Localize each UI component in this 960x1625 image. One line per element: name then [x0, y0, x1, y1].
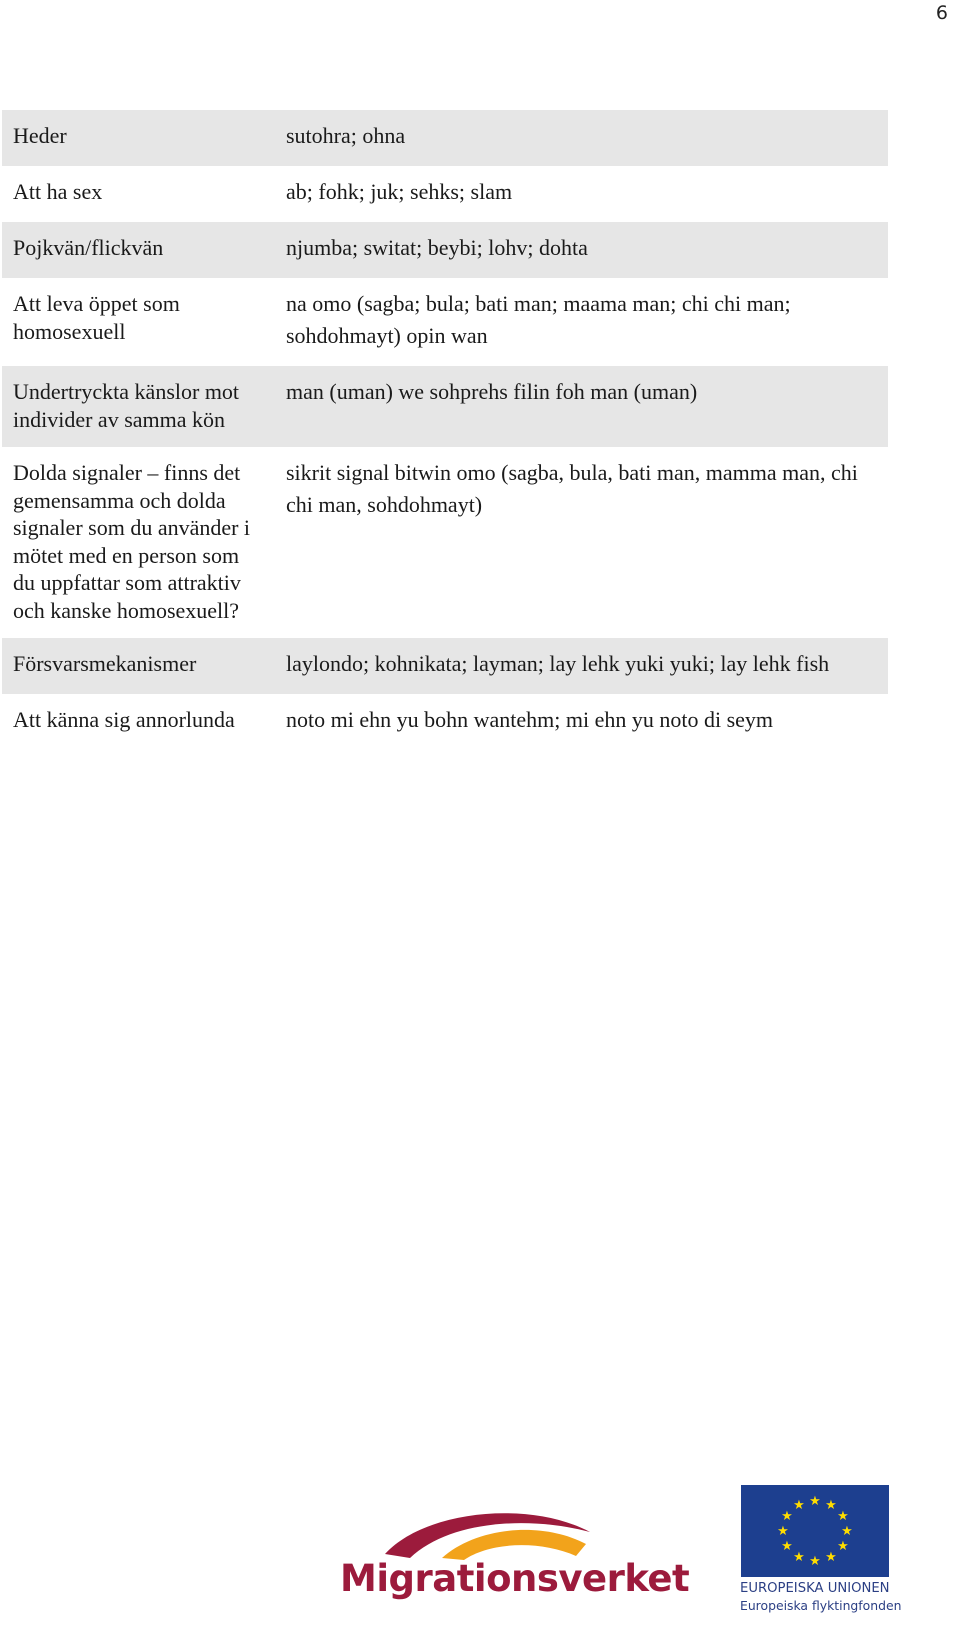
krio-translation: man (uman) we sohprehs filin foh man (uman) [286, 379, 698, 404]
table-row [2, 110, 888, 166]
krio-translation: sutohra; ohna [286, 123, 406, 148]
svg-text:★: ★ [777, 1524, 789, 1539]
swedish-term: Heder [13, 123, 67, 148]
svg-text:★: ★ [841, 1524, 853, 1539]
svg-text:★: ★ [809, 1494, 821, 1509]
svg-text:★: ★ [837, 1539, 849, 1554]
svg-text:★: ★ [809, 1554, 821, 1569]
swedish-term: Pojkvän/flickvän [13, 235, 164, 260]
table-row [2, 366, 888, 447]
swedish-term: Att ha sex [13, 179, 103, 204]
swedish-term: Att leva öppet som homosexuell [13, 291, 180, 344]
swedish-term: Dolda signaler – finns det gemensamma och dolda signaler som du använder i mötet med en person som du uppfattar som attraktiv och kanske homosexuell? [13, 460, 251, 623]
table-row [2, 278, 888, 366]
svg-text:★: ★ [837, 1509, 849, 1524]
swedish-term: Att känna sig annorlunda [13, 707, 235, 732]
svg-text:★: ★ [793, 1498, 805, 1513]
eu-logo [738, 1485, 902, 1625]
eu-name: EUROPEISKA UNIONEN [740, 1581, 890, 1596]
swedish-term: Undertryckta känslor mot individer av samma kön [13, 379, 240, 432]
svg-text:★: ★ [793, 1550, 805, 1565]
svg-text:★: ★ [781, 1509, 793, 1524]
krio-translation: noto mi ehn yu bohn wantehm; mi ehn yu noto di seym [286, 707, 774, 732]
page-number: 6 [935, 2, 948, 24]
fund-name: Europeiska flyktingfonden [740, 1598, 902, 1613]
krio-translation: njumba; switat; beybi; lohv; dohta [286, 235, 588, 260]
svg-text:★: ★ [781, 1539, 793, 1554]
migrationsverket-wordmark: Migrationsverket [340, 1557, 690, 1600]
table-row [2, 447, 888, 638]
krio-translation: ab; fohk; juk; sehks; slam [286, 179, 513, 204]
krio-translation: na omo (sagba; bula; bati man; maama man; chi chi man; sohdohmayt) opin wan [286, 291, 791, 348]
glossary-table [2, 110, 888, 750]
krio-translation: sikrit signal bitwin omo (sagba, bula, bati man, mamma man, chi chi man, sohdohmayt) [286, 460, 858, 517]
migrationsverket-arc-icon [380, 1502, 600, 1562]
footer-logos [0, 1480, 960, 1625]
svg-text:★: ★ [825, 1550, 837, 1565]
eu-flag-icon [741, 1485, 889, 1577]
table-row [2, 222, 888, 278]
migrationsverket-logo [340, 1502, 690, 1612]
krio-translation: laylondo; kohnikata; layman; lay lehk yuki yuki; lay lehk fish [286, 651, 830, 676]
swedish-term: Försvarsmekanismer [13, 651, 197, 676]
table-row [2, 638, 888, 694]
svg-text:★: ★ [825, 1498, 837, 1513]
table-row [2, 166, 888, 222]
table-row [2, 694, 888, 750]
